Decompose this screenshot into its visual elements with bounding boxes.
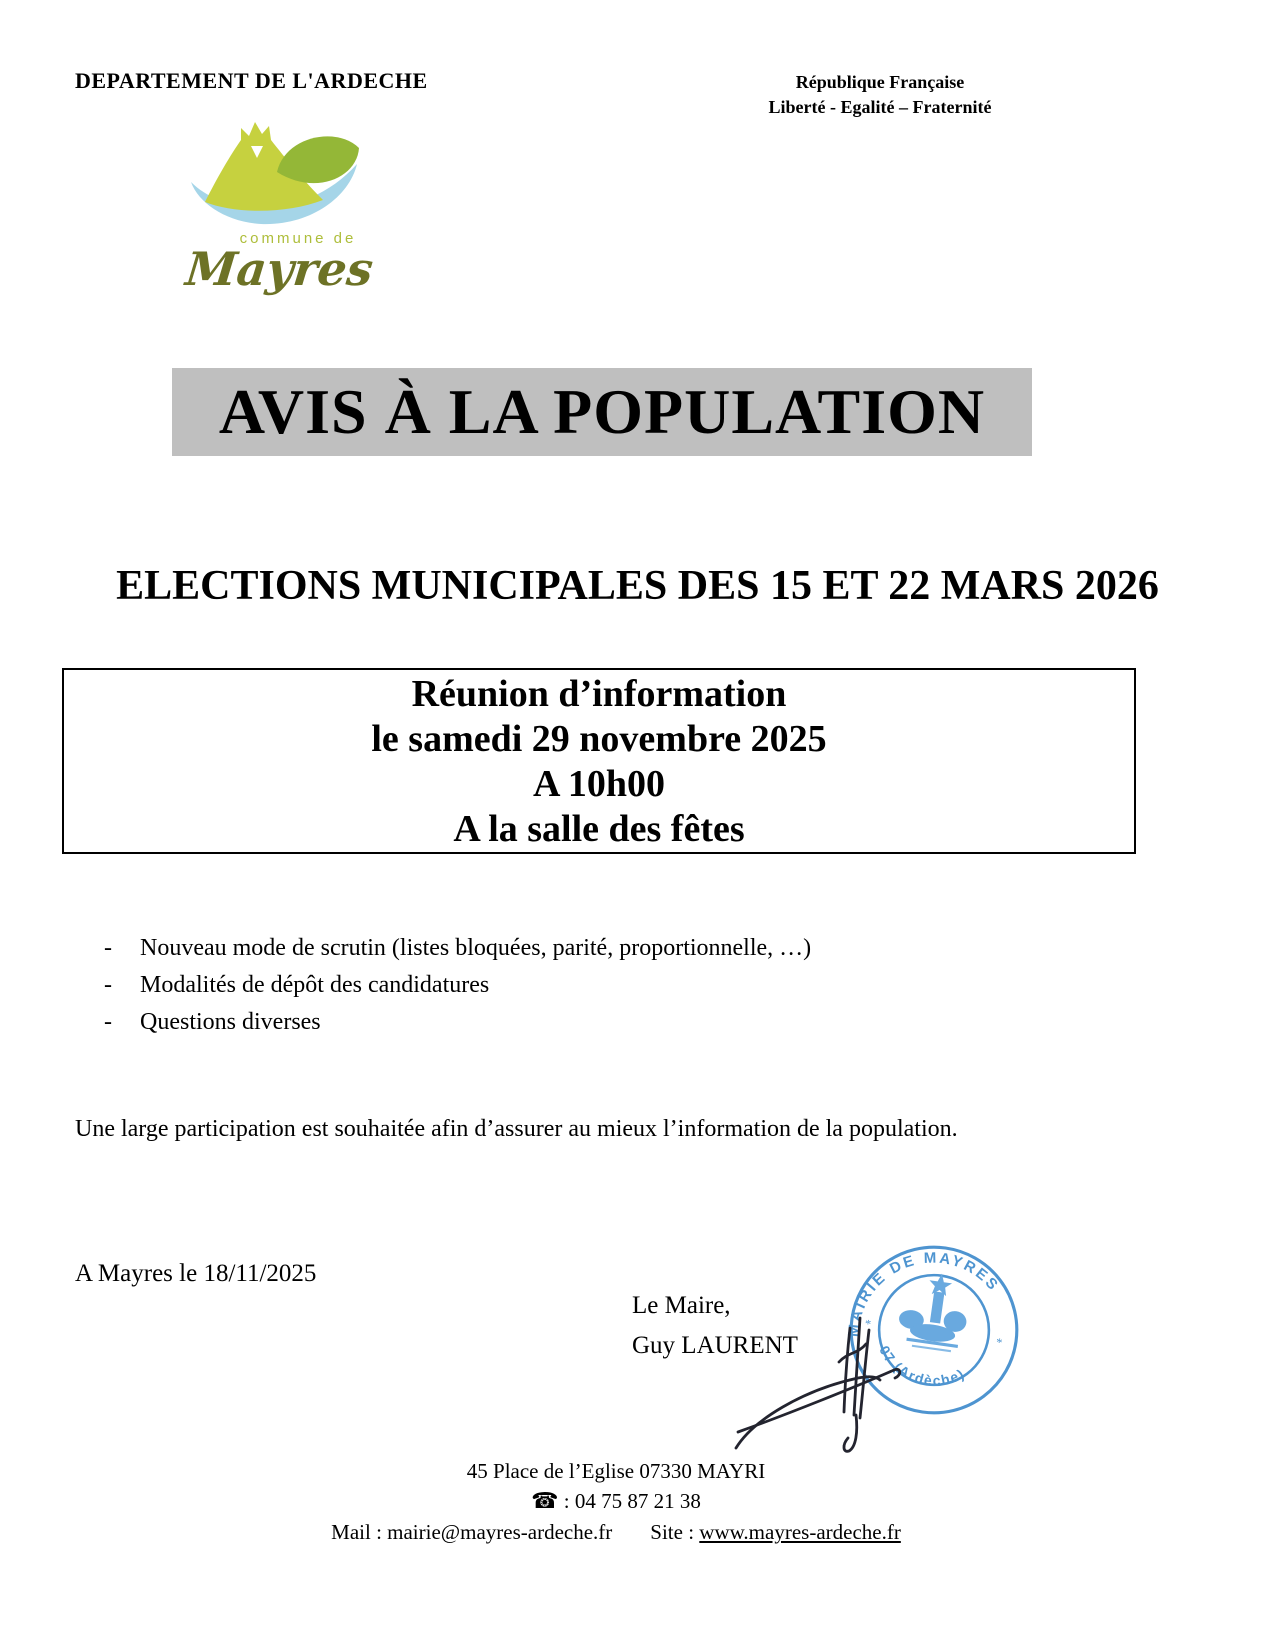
agenda-item-text: Modalités de dépôt des candidatures xyxy=(140,972,490,998)
department-heading: DEPARTEMENT DE L'ARDECHE xyxy=(75,68,428,93)
meeting-line-title: Réunion d’information xyxy=(411,673,787,715)
republic-line2: Liberté - Egalité – Fraternité xyxy=(768,97,992,117)
meeting-line-place: A la salle des fêtes xyxy=(453,808,745,850)
site-label: Site : xyxy=(650,1520,700,1544)
list-item xyxy=(104,1004,1164,1041)
meeting-info-box xyxy=(62,668,1136,854)
elections-subtitle: ELECTIONS MUNICIPALES DES 15 ET 22 MARS 2026 xyxy=(116,563,1159,609)
meeting-line-date: le samedi 29 novembre 2025 xyxy=(371,718,827,760)
footer-phone-line xyxy=(0,1486,1232,1517)
commune-logo xyxy=(183,120,376,296)
stamp-top-text: MAIRIE DE MAYRES xyxy=(845,1249,1003,1338)
agenda-item-text: Questions diverses xyxy=(140,1009,321,1035)
mayor-signature xyxy=(708,1300,908,1462)
mail-address: mairie@mayres-ardeche.fr xyxy=(387,1520,613,1544)
logo-commune-name: Mayres xyxy=(183,242,376,296)
phone-separator: : xyxy=(558,1489,575,1513)
footer-mail-site-line xyxy=(0,1517,1232,1547)
telephone-icon: ☎ xyxy=(531,1489,559,1514)
mail-label: Mail : xyxy=(331,1520,388,1544)
agenda-list xyxy=(104,930,1164,1041)
stamp-bottom-text: 07 (Ardèche) xyxy=(876,1342,968,1389)
mayres-logo-icon xyxy=(189,120,361,228)
footer-address: 45 Place de l’Eglise 07330 MAYRI xyxy=(466,1459,766,1483)
title-banner xyxy=(172,368,1032,456)
site-link[interactable]: www.mayres-ardeche.fr xyxy=(699,1520,901,1544)
list-item xyxy=(104,930,1164,967)
meeting-line-time: A 10h00 xyxy=(533,763,665,805)
stamp-star-left: * xyxy=(863,1316,872,1332)
footer-contact-block xyxy=(0,1456,1232,1547)
participation-note: Une large participation est souhaitée afin d’assurer au mieux l’information de la population. xyxy=(75,1116,958,1142)
agenda-item-text: Nouveau mode de scrutin (listes bloquées, parité, proportionnelle, …) xyxy=(140,935,812,961)
bullet-dash: - xyxy=(104,972,112,998)
republic-heading xyxy=(748,70,1012,120)
list-item xyxy=(104,967,1164,1004)
signatory-role: Le Maire, xyxy=(632,1292,731,1319)
footer-phone-number: 04 75 87 21 38 xyxy=(574,1489,701,1513)
republic-line1: République Française xyxy=(795,72,965,92)
bullet-dash: - xyxy=(104,935,112,961)
page-title: AVIS À LA POPULATION xyxy=(218,376,986,447)
signatory-name: Guy LAURENT xyxy=(632,1332,798,1359)
bullet-dash: - xyxy=(104,1009,112,1035)
date-place-line: A Mayres le 18/11/2025 xyxy=(75,1260,317,1287)
stamp-star-right: * xyxy=(995,1335,1004,1350)
logo-commune-label: commune de xyxy=(239,230,357,247)
